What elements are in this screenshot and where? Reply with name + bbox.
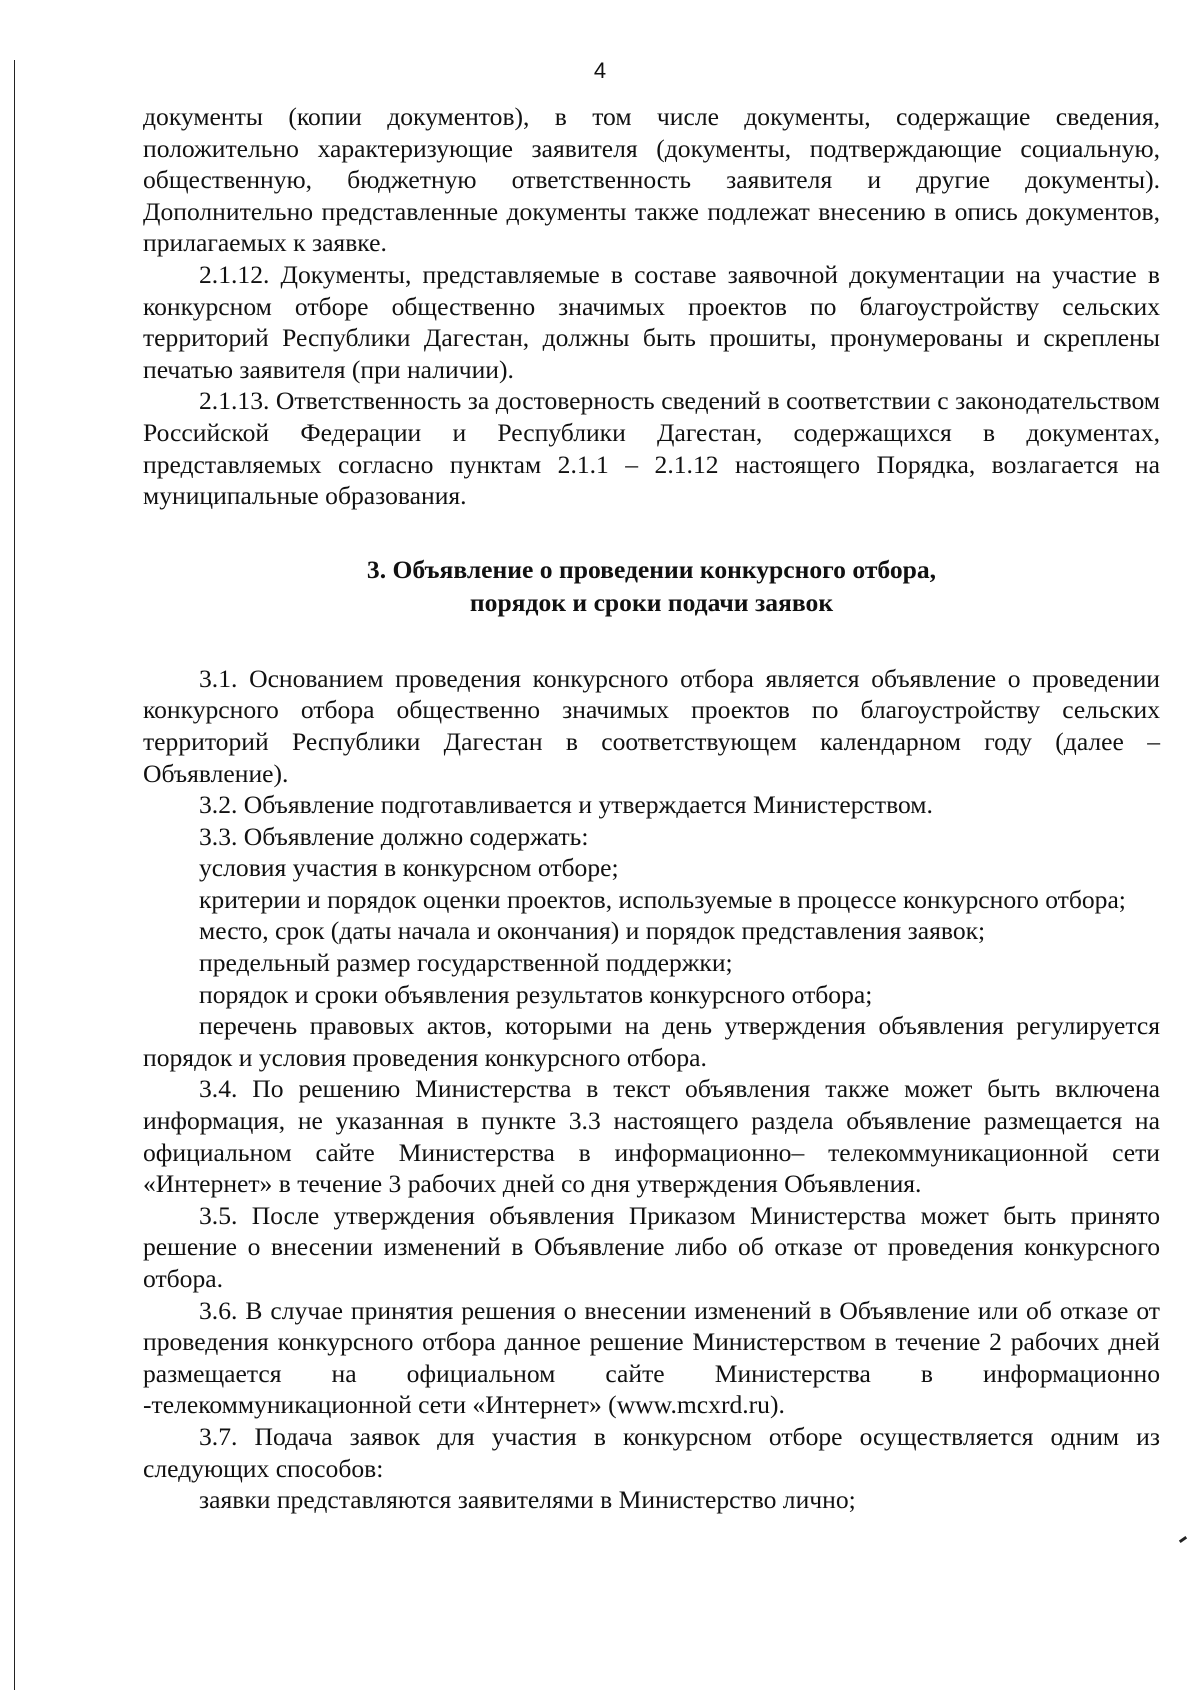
section-heading-line-2: порядок и сроки подачи заявок [469,587,834,617]
paragraph: место, срок (даты начала и окончания) и порядок представления заявок; [199,916,986,946]
paragraph: условия участия в конкурсном отборе; [199,853,619,883]
document-body [143,101,1160,1516]
paragraph: 3.6. В случае принятия решения о внесении изменений в Объявление или об отказе от проведения конкурсного отбора данное решение Министерством в течение 2 рабочих дней размещается на официальном сайте Министерства в информационно -телекоммуникационной сети «Интернет» (www.mcxrd.ru). [143,1295,1160,1420]
paragraph: 3.7. Подача заявок для участия в конкурсном отборе осуществляется одним из следующих способов: [143,1421,1160,1483]
paragraph: документы (копии документов), в том числе документы, содержащие сведения, положительно характеризующие заявителя (документы, подтверждающие социальную, общественную, бюджетную ответственность заявителя и другие документы). Дополнительно представленные документы также подлежат внесению в опись документов, прилагаемых к заявке. [143,102,1160,258]
paragraph: предельный размер государственной поддержки; [199,948,733,978]
paragraph: 3.3. Объявление должно содержать: [199,821,589,851]
section-heading [143,553,1160,619]
paragraph: заявки представляются заявителями в Министерство лично; [199,1485,856,1515]
paragraph: 3.2. Объявление подготавливается и утверждается Министерством. [199,790,933,820]
paragraph: критерии и порядок оценки проектов, используемые в процессе конкурсного отбора; [199,884,1126,914]
scan-edge-line [14,60,15,1690]
page-number: 4 [593,58,607,83]
section-heading-line-1: 3. Объявление о проведении конкурсного отбора, [366,554,937,584]
paragraph: 3.5. После утверждения объявления Приказом Министерства может быть принято решение о внесении изменений в Объявление либо об отказе от проведения конкурсного отбора. [143,1200,1160,1293]
paragraph: порядок и сроки объявления результатов конкурсного отбора; [199,979,873,1009]
scan-mark [1179,1536,1187,1543]
paragraph: 2.1.13. Ответственность за достоверность сведений в соответствии с законодательством Российской Федерации и Республики Дагестан, содержащихся в документах, представляемых согласно пунктам 2.1.1 – 2.1.12 настоящего Порядка, возлагается на муниципальные образования. [143,386,1160,511]
top-paragraphs [143,101,1160,512]
paragraph: перечень правовых актов, которыми на день утверждения объявления регулируется порядок и условия проведения конкурсного отбора. [143,1011,1160,1072]
paragraph: 3.1. Основанием проведения конкурсного отбора является объявление о проведении конкурсного отбора общественно значимых проектов по благоустройству сельских территорий Республики Дагестан в соответствующем календарном году (далее – Объявление). [143,663,1160,788]
paragraph: 3.4. По решению Министерства в текст объявления также может быть включена информация, не указанная в пункте 3.3 настоящего раздела объявление размещается на официальном сайте Министерства в информационно– телекоммуникационной сети «Интернет» в течение 3 рабочих дней со дня утверждения Объявления. [143,1074,1160,1199]
bottom-paragraphs [143,663,1160,1516]
paragraph: 2.1.12. Документы, представляемые в составе заявочной документации на участие в конкурсном отборе общественно значимых проектов по благоустройству сельских территорий Республики Дагестан, должны быть прошиты, пронумерованы и скреплены печатью заявителя (при наличии). [143,259,1160,384]
